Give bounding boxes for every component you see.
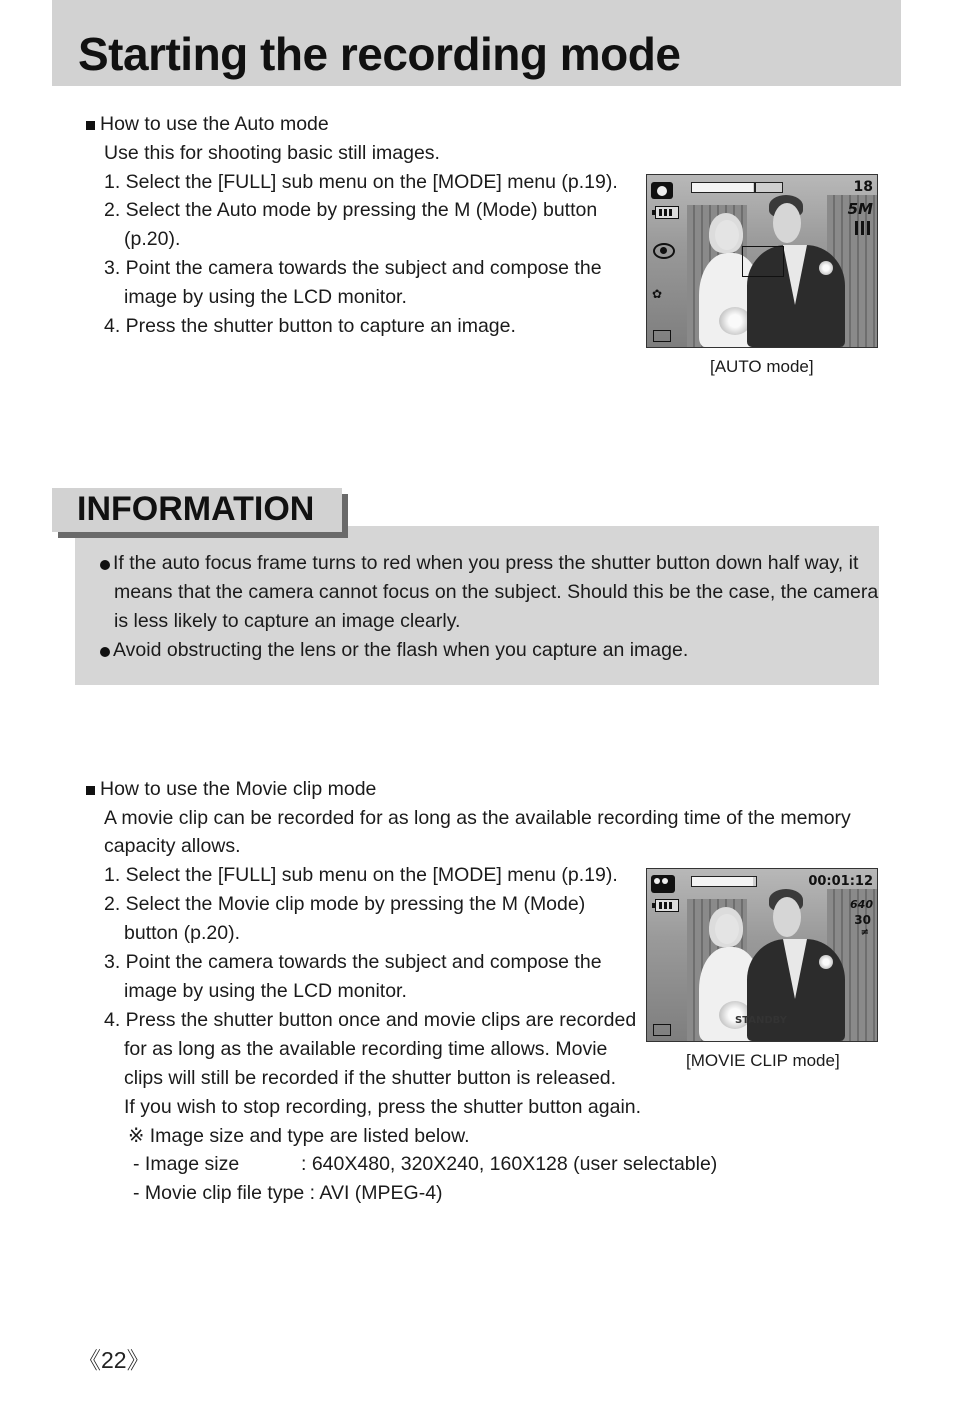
zoom-bar (691, 876, 757, 887)
auto-step: 3. Point the camera towards the subject and compose the (104, 257, 602, 279)
info-line (100, 636, 688, 665)
shots-remaining: 18 (853, 179, 873, 195)
movie-size: 640 (850, 898, 873, 911)
sound-off-icon: ≠ (860, 927, 869, 938)
movie-line: capacity allows. (104, 835, 241, 857)
battery-icon (655, 899, 679, 912)
movie-step: clips will still be recorded if the shutter button is released. (124, 1067, 617, 1089)
auto-mode-lcd (646, 174, 878, 348)
square-bullet-icon (86, 786, 95, 795)
information-tab (52, 488, 342, 532)
auto-step: (p.20). (124, 228, 181, 250)
round-bullet-icon (100, 647, 110, 657)
info-line: means that the camera cannot focus on the subject. Should this be the case, the camera (114, 581, 879, 603)
movie-step: for as long as the available recording time allows. Movie (124, 1038, 608, 1060)
info-line: is less likely to capture an image clearly. (114, 610, 461, 632)
title-bar (52, 0, 901, 86)
movie-step: 3. Point the camera towards the subject and compose the (104, 951, 602, 973)
auto-line: Use this for shooting basic still images. (104, 142, 440, 164)
boutonniere (819, 955, 833, 969)
page-title: Starting the recording mode (78, 28, 681, 80)
movie-mode-heading-text: How to use the Movie clip mode (100, 778, 377, 800)
movie-step: image by using the LCD monitor. (124, 980, 407, 1002)
movie-step: 1. Select the [FULL] sub menu on the [MODE] menu (p.19). (104, 864, 618, 886)
macro-icon: ✿ (652, 287, 663, 301)
display-icon (653, 330, 671, 342)
auto-step: 1. Select the [FULL] sub menu on the [MODE] menu (p.19). (104, 171, 618, 193)
zoom-bar (691, 182, 783, 193)
auto-mode-caption: [AUTO mode] (710, 357, 814, 376)
information-label: INFORMATION (77, 490, 315, 528)
movie-step: button (p.20). (124, 922, 240, 944)
bride-face (715, 220, 739, 250)
quality-icon (855, 221, 873, 235)
movie-step: 2. Select the Movie clip mode by pressing the M (Mode) (104, 893, 586, 915)
movie-line: A movie clip can be recorded for as long as the available recording time of the memory (104, 807, 851, 829)
display-icon (653, 1024, 671, 1036)
round-bullet-icon (100, 560, 110, 570)
standby-status: STANDBY (735, 1015, 787, 1026)
info-text: If the auto focus frame turns to red when you press the shutter button down half way, it (113, 552, 859, 574)
movie-step: If you wish to stop recording, press the shutter button again. (124, 1096, 642, 1118)
movie-camera-icon (651, 875, 675, 893)
image-size-label: - Image size (133, 1153, 240, 1175)
groom-face (773, 203, 801, 243)
frame-rate: 30 (854, 913, 871, 927)
camera-mode-icon (651, 182, 673, 199)
recording-time: 00:01:12 (808, 874, 873, 889)
auto-step: image by using the LCD monitor. (124, 286, 407, 308)
groom-face (773, 897, 801, 937)
page-number: 《22》 (78, 1347, 150, 1373)
flash-redeye-icon (653, 243, 675, 259)
auto-mode-heading (86, 110, 329, 139)
auto-step: 2. Select the Auto mode by pressing the M (Mode) button (104, 199, 598, 221)
movie-step: 4. Press the shutter button once and movie clips are recorded (104, 1009, 637, 1031)
battery-icon (655, 206, 679, 219)
movie-mode-heading (86, 775, 376, 804)
info-text: Avoid obstructing the lens or the flash when you capture an image. (113, 639, 689, 661)
image-size-values: : 640X480, 320X240, 160X128 (user selectable) (301, 1153, 718, 1175)
info-line (100, 549, 858, 578)
movie-mode-lcd (646, 868, 878, 1042)
auto-step: 4. Press the shutter button to capture an image. (104, 315, 516, 337)
auto-mode-heading-text: How to use the Auto mode (100, 113, 329, 135)
image-size: 5M (847, 200, 873, 218)
square-bullet-icon (86, 121, 95, 130)
autofocus-frame (742, 246, 784, 277)
movie-mode-caption: [MOVIE CLIP mode] (686, 1051, 840, 1070)
file-type-line: - Movie clip file type : AVI (MPEG-4) (133, 1182, 443, 1204)
movie-note: ※ Image size and type are listed below. (128, 1125, 470, 1147)
boutonniere (819, 261, 833, 275)
bride-face (715, 914, 739, 944)
